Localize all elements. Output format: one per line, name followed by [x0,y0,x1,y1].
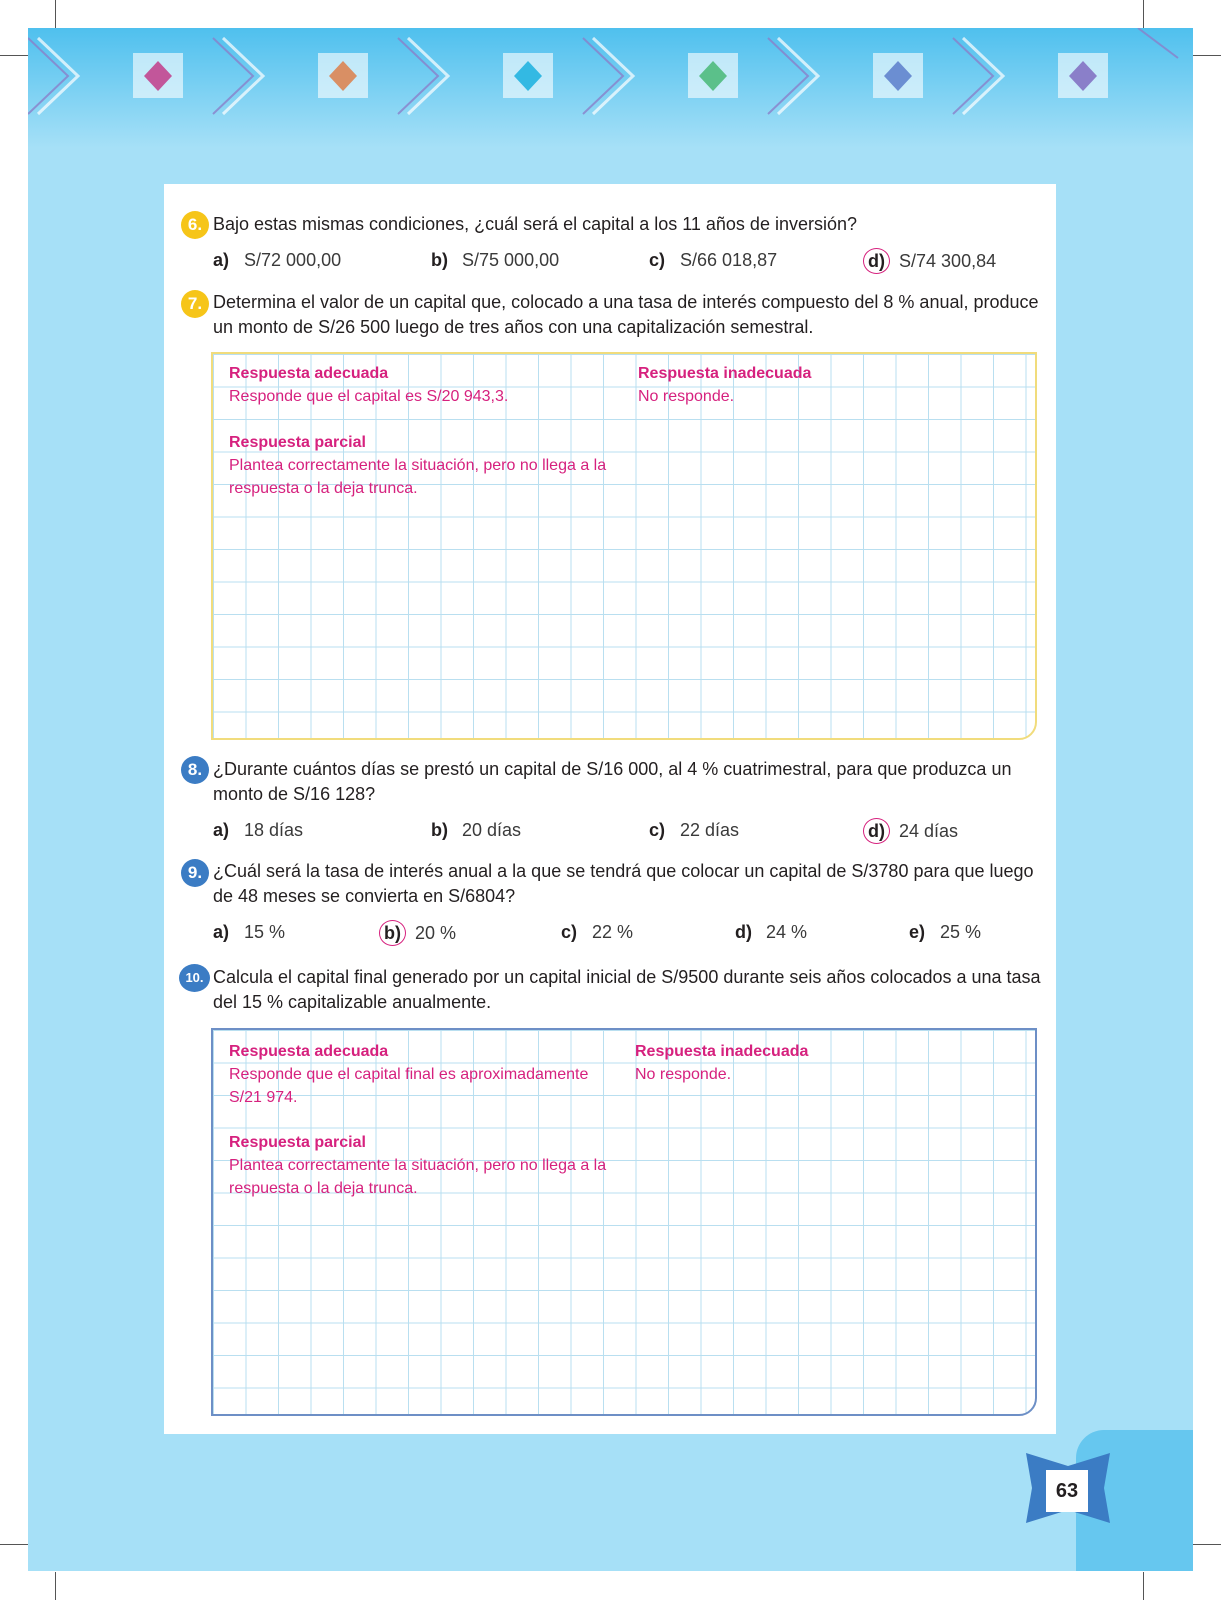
question-10-badge: 10. [179,964,210,992]
question-6-options [213,248,1048,274]
rubric-title: Respuesta inadecuada [635,1043,809,1060]
option-label: c) [561,922,578,942]
rubric-text: No responde. [638,388,735,405]
rubric-text: Plantea correctamente la situación, pero no llega a la respuesta o la deja trunca. [229,1157,607,1197]
option-e[interactable] [909,920,981,944]
option-label-circled: d) [863,818,890,844]
question-7-text: Determina el valor de un capital que, colocado a una tasa de interés compuesto del 8 % anual, produce un monto de S/26 500 luego de tres años con una capitalización semestral. [213,292,1039,337]
rubric-text: Plantea correctamente la situación, pero no llega a la respuesta o la deja trunca. [229,457,607,497]
rubric-inadequate [638,362,1018,408]
rubric-title: Respuesta adecuada [229,365,389,382]
rubric-text: No responde. [635,1066,732,1083]
rubric-text: Responde que el capital final es aproximadamente S/21 974. [229,1066,589,1106]
option-value: 25 % [940,922,982,942]
question-8-text: ¿Durante cuántos días se prestó un capital de S/16 000, al 4 % cuatrimestral, para que produzca un monto de S/16 128? [213,759,1012,804]
decorative-banner [28,28,1193,148]
crop-mark [1143,0,1144,30]
crop-mark [55,1572,56,1600]
option-label-circled: d) [863,248,890,274]
option-label-circled: b) [379,920,406,946]
question-8-badge: 8. [181,756,209,784]
question-9-text: ¿Cuál será la tasa de interés anual a la que se tendrá que colocar un capital de S/3780 para que luego de 48 meses se convierta en S/6804? [213,861,1034,906]
option-d-marked[interactable] [863,248,996,274]
option-value: 20 % [415,923,457,943]
answer-grid-7[interactable] [211,352,1037,740]
page-number: 63 [1046,1470,1088,1512]
question-6-text: Bajo estas mismas condiciones, ¿cuál será el capital a los 11 años de inversión? [213,214,858,234]
crop-mark [1191,55,1221,56]
rubric-partial [229,431,614,500]
option-b[interactable] [431,818,521,842]
rubric-adequate [229,1040,614,1109]
option-a[interactable] [213,248,341,272]
option-a[interactable] [213,818,303,842]
rubric-partial [229,1131,614,1200]
question-8-options [213,818,1048,844]
rubric-title: Respuesta adecuada [229,1043,389,1060]
option-value: S/72 000,00 [244,250,342,270]
option-label: e) [909,922,926,942]
option-value: 20 días [462,820,522,840]
rubric-adequate [229,362,619,408]
option-value: 24 días [899,821,959,841]
option-d-marked[interactable] [863,818,958,844]
crop-mark [0,55,30,56]
option-c[interactable] [649,818,739,842]
crop-mark [55,0,56,30]
option-c[interactable] [649,248,777,272]
option-d[interactable] [735,920,807,944]
question-9-badge: 9. [181,859,209,887]
option-label: b) [431,820,448,840]
question-6-badge: 6. [181,211,209,239]
option-label: c) [649,250,666,270]
question-7-badge: 7. [181,290,209,318]
crop-mark [0,1544,30,1545]
option-b[interactable] [431,248,559,272]
rubric-title: Respuesta parcial [229,434,366,451]
question-10-text: Calcula el capital final generado por un capital inicial de S/9500 durante seis años colocados a una tasa del 15 % capitalizable anualmente. [213,967,1041,1012]
option-label: b) [431,250,448,270]
option-value: 24 % [766,922,808,942]
rubric-title: Respuesta parcial [229,1134,366,1151]
option-label: a) [213,922,230,942]
option-b-marked[interactable] [379,920,456,946]
option-value: S/66 018,87 [680,250,778,270]
option-value: S/74 300,84 [899,251,997,271]
crop-mark [1191,1544,1221,1545]
rubric-inadequate [635,1040,1015,1086]
option-a[interactable] [213,920,285,944]
rubric-text: Responde que el capital es S/20 943,3. [229,388,509,405]
option-label: a) [213,250,230,270]
rubric-title: Respuesta inadecuada [638,365,812,382]
option-value: 22 % [592,922,634,942]
option-value: 18 días [244,820,304,840]
option-label: d) [735,922,752,942]
question-9-options [213,920,1048,946]
option-value: 15 % [244,922,286,942]
option-label: c) [649,820,666,840]
option-value: S/75 000,00 [462,250,560,270]
option-value: 22 días [680,820,740,840]
option-label: a) [213,820,230,840]
crop-mark [1143,1572,1144,1600]
option-c[interactable] [561,920,633,944]
